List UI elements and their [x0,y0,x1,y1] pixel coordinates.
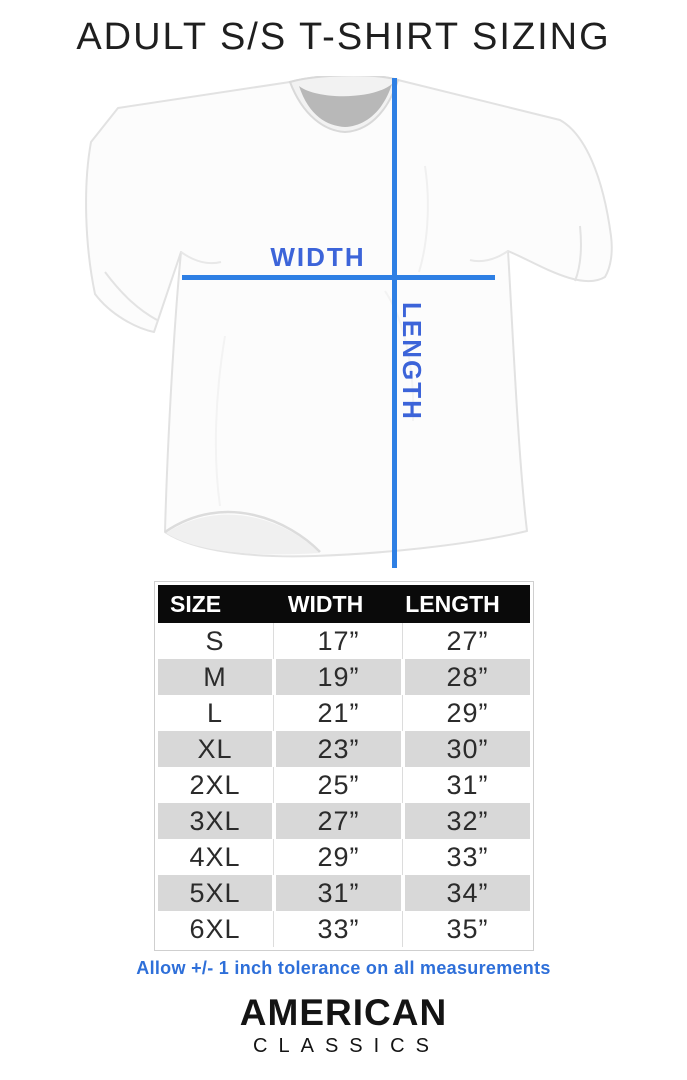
size-table [154,581,534,951]
table-row [158,731,530,767]
cell-width: 33” [276,911,401,947]
width-label: WIDTH [270,242,366,272]
cell-length: 29” [405,695,530,731]
cell-size: XL [158,731,272,767]
cell-length: 34” [405,875,530,911]
cell-size: 3XL [158,803,272,839]
tolerance-note: Allow +/- 1 inch tolerance on all measurements [136,958,551,978]
brand-name-primary: AMERICAN [239,992,448,1033]
cell-size: L [158,695,272,731]
table-row [158,839,530,875]
cell-size: M [158,659,272,695]
table-row [158,659,530,695]
size-table-header [158,585,530,623]
brand-name-secondary: CLASSICS [253,1035,440,1057]
cell-width: 27” [276,803,401,839]
cell-size: 5XL [158,875,272,911]
cell-size: 6XL [158,911,272,947]
cell-width: 31” [276,875,401,911]
cell-size: 2XL [158,767,272,803]
cell-length: 27” [405,623,530,659]
table-row [158,695,530,731]
cell-length: 32” [405,803,530,839]
cell-width: 25” [276,767,401,803]
cell-size: 4XL [158,839,272,875]
cell-length: 33” [405,839,530,875]
length-label: LENGTH [397,302,427,421]
cell-length: 31” [405,767,530,803]
width-measure-line [182,275,495,280]
page-title: ADULT S/S T-SHIRT SIZING [76,16,611,58]
cell-length: 35” [405,911,530,947]
cell-width: 29” [276,839,401,875]
header-length: LENGTH [405,590,500,617]
cell-width: 17” [276,623,401,659]
header-size: SIZE [170,590,222,617]
cell-length: 28” [405,659,530,695]
cell-size: S [158,623,272,659]
table-row [158,875,530,911]
header-width: WIDTH [287,590,364,617]
tshirt-illustration [75,76,615,578]
cell-width: 23” [276,731,401,767]
table-row [158,803,530,839]
brand-logo [0,994,687,1058]
table-row [158,767,530,803]
table-row [158,911,530,947]
cell-width: 21” [276,695,401,731]
cell-length: 30” [405,731,530,767]
table-row [158,623,530,659]
tshirt-diagram [75,76,615,578]
cell-width: 19” [276,659,401,695]
